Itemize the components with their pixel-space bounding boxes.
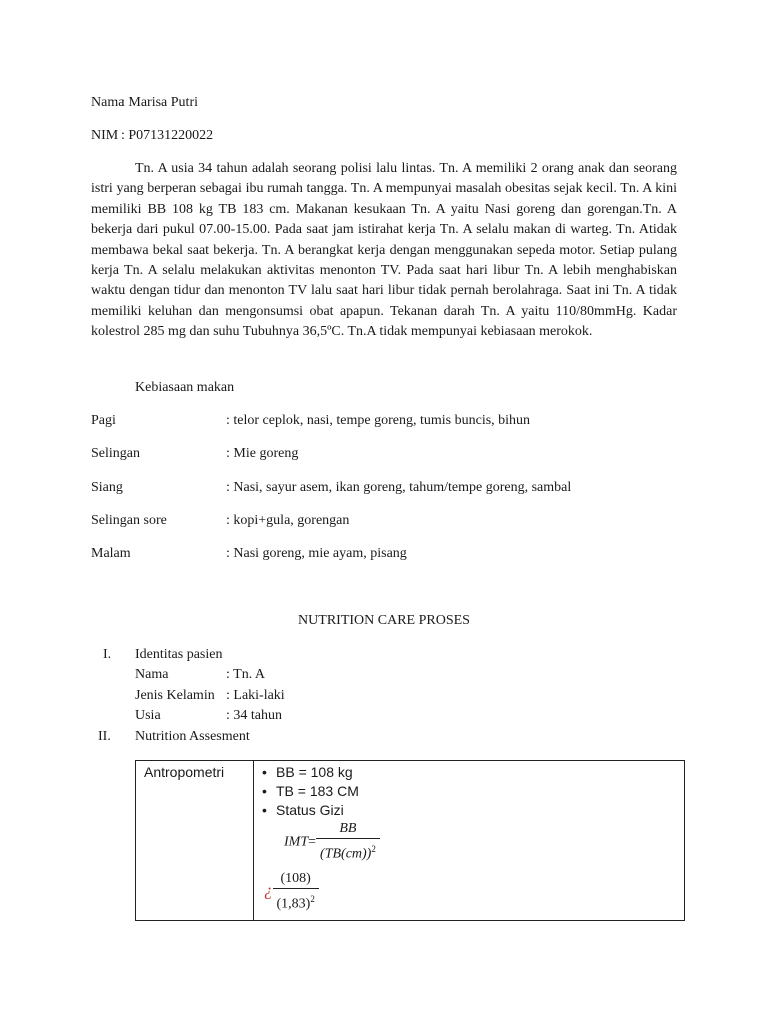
- name-label: Nama: [91, 95, 125, 110]
- section-1-numeral: I.: [103, 647, 112, 662]
- meal-label: Siang: [91, 480, 123, 495]
- identity-value: : Laki-laki: [226, 688, 285, 703]
- identity-row-jenis-kelamin: [135, 686, 535, 706]
- calc-exponent: 2: [310, 894, 315, 904]
- bullet-icon: •: [262, 764, 267, 780]
- category-label: Antropometri: [144, 764, 225, 780]
- identity-label: Jenis Kelamin: [135, 688, 215, 703]
- calc-numerator: (108): [273, 870, 319, 889]
- meal-value: : Nasi, sayur asem, ikan goreng, tahum/tempe goreng, sambal: [226, 480, 572, 495]
- error-mark: ¿: [264, 880, 273, 900]
- meal-value: : Nasi goreng, mie ayam, pisang: [226, 546, 407, 561]
- narrative-text: Tn. A usia 34 tahun adalah seorang polisi lalu lintas. Tn. A memiliki 2 orang anak dan seorang istri yang berperan sebagai ibu rumah tangga. Tn. A mempunyai masalah obesitas sejak kecil. Tn. A kini memiliki BB 108 kg TB 183 cm. Makanan kesukaan Tn. A yaitu Nasi goreng dan gorengan.Tn. A bekerja dari pukul 07.00-15.00. Pada saat jam istirahat kerja Tn. A selalu makan di warteg. Tn. Atidak membawa bekal saat bekerja. Tn. A berangkat kerja dengan menggunakan sepeda motor. Setiap pulang kerja Tn. A selalu melakukan aktivitas menonton TV. Pada saat hari libur Tn. A lebih menghabiskan waktu dengan tidur dan menonton TV lalu saat hari libur tidak pernah berolahraga. Saat ini Tn. A tidak memiliki keluhan dan mengonsumsi obat apapun. Tekanan darah Tn. A yaitu 110/80mmHg. Kadar kolestrol 285 mg dan suhu Tubuhnya 36,5ºC. Tn.A tidak mempunyai kebiasaan merokok.: [91, 161, 677, 340]
- imt-formula: [284, 820, 380, 865]
- ncp-heading: NUTRITION CARE PROSES: [298, 613, 470, 628]
- list-item: [254, 763, 684, 782]
- meal-value: : Mie goreng: [226, 446, 299, 461]
- section-2-numeral: II.: [98, 729, 111, 744]
- category-cell: [136, 761, 254, 921]
- section-2-title: Nutrition Assesment: [135, 729, 250, 744]
- narrative-paragraph: [91, 159, 677, 343]
- name-line: [91, 93, 198, 113]
- identity-label: Nama: [135, 667, 169, 682]
- list-item: [254, 782, 684, 801]
- name-value: : Marisa Putri: [121, 95, 198, 110]
- identity-row-usia: [135, 706, 535, 726]
- eating-habits-title: Kebiasaan makan: [135, 380, 235, 395]
- formula-numerator: BB: [316, 820, 380, 839]
- meal-value: : telor ceplok, nasi, tempe goreng, tumis buncis, bihun: [226, 413, 531, 428]
- meal-row-pagi: [91, 411, 691, 431]
- bullet-icon: •: [262, 783, 267, 799]
- nim-label: NIM: [91, 128, 119, 143]
- bullet-text: BB = 108 kg: [276, 764, 353, 780]
- formula-equals: =: [308, 834, 317, 850]
- identity-value: : Tn. A: [226, 667, 266, 682]
- meal-row-selingan: [91, 444, 691, 464]
- content-cell: [254, 761, 685, 921]
- meal-label: Malam: [91, 546, 131, 561]
- meal-label: Selingan: [91, 446, 140, 461]
- calc-denominator-wrap: [273, 889, 319, 915]
- meal-label: Pagi: [91, 413, 116, 428]
- meal-row-malam: [91, 544, 691, 564]
- bullet-text: TB = 183 CM: [276, 783, 359, 799]
- section-1-title: Identitas pasien: [135, 647, 223, 662]
- bullet-icon: •: [262, 802, 267, 818]
- assessment-table: [135, 760, 685, 921]
- identity-row-nama: [135, 665, 535, 685]
- formula-lhs: IMT: [284, 834, 309, 850]
- nim-line: [91, 126, 214, 146]
- formula-exponent: 2: [371, 844, 376, 854]
- formula-denominator: (TB(cm)): [320, 846, 372, 862]
- identity-label: Usia: [135, 708, 161, 723]
- nim-value: : P07131220022: [121, 128, 214, 143]
- identity-value: : 34 tahun: [226, 708, 282, 723]
- meal-label: Selingan sore: [91, 513, 167, 528]
- meal-row-siang: [91, 478, 691, 498]
- formula-denominator-wrap: [316, 839, 380, 865]
- table-row: [136, 761, 685, 921]
- meal-row-selingan-sore: [91, 511, 691, 531]
- formula-fraction: [316, 820, 380, 865]
- meal-value: : kopi+gula, gorengan: [226, 513, 350, 528]
- imt-calculation: [264, 870, 319, 915]
- bullet-text: Status Gizi: [276, 802, 344, 818]
- list-item: [254, 801, 684, 820]
- calc-fraction: [273, 870, 319, 915]
- calc-denominator: (1,83): [276, 896, 311, 912]
- bullet-list: [254, 763, 684, 820]
